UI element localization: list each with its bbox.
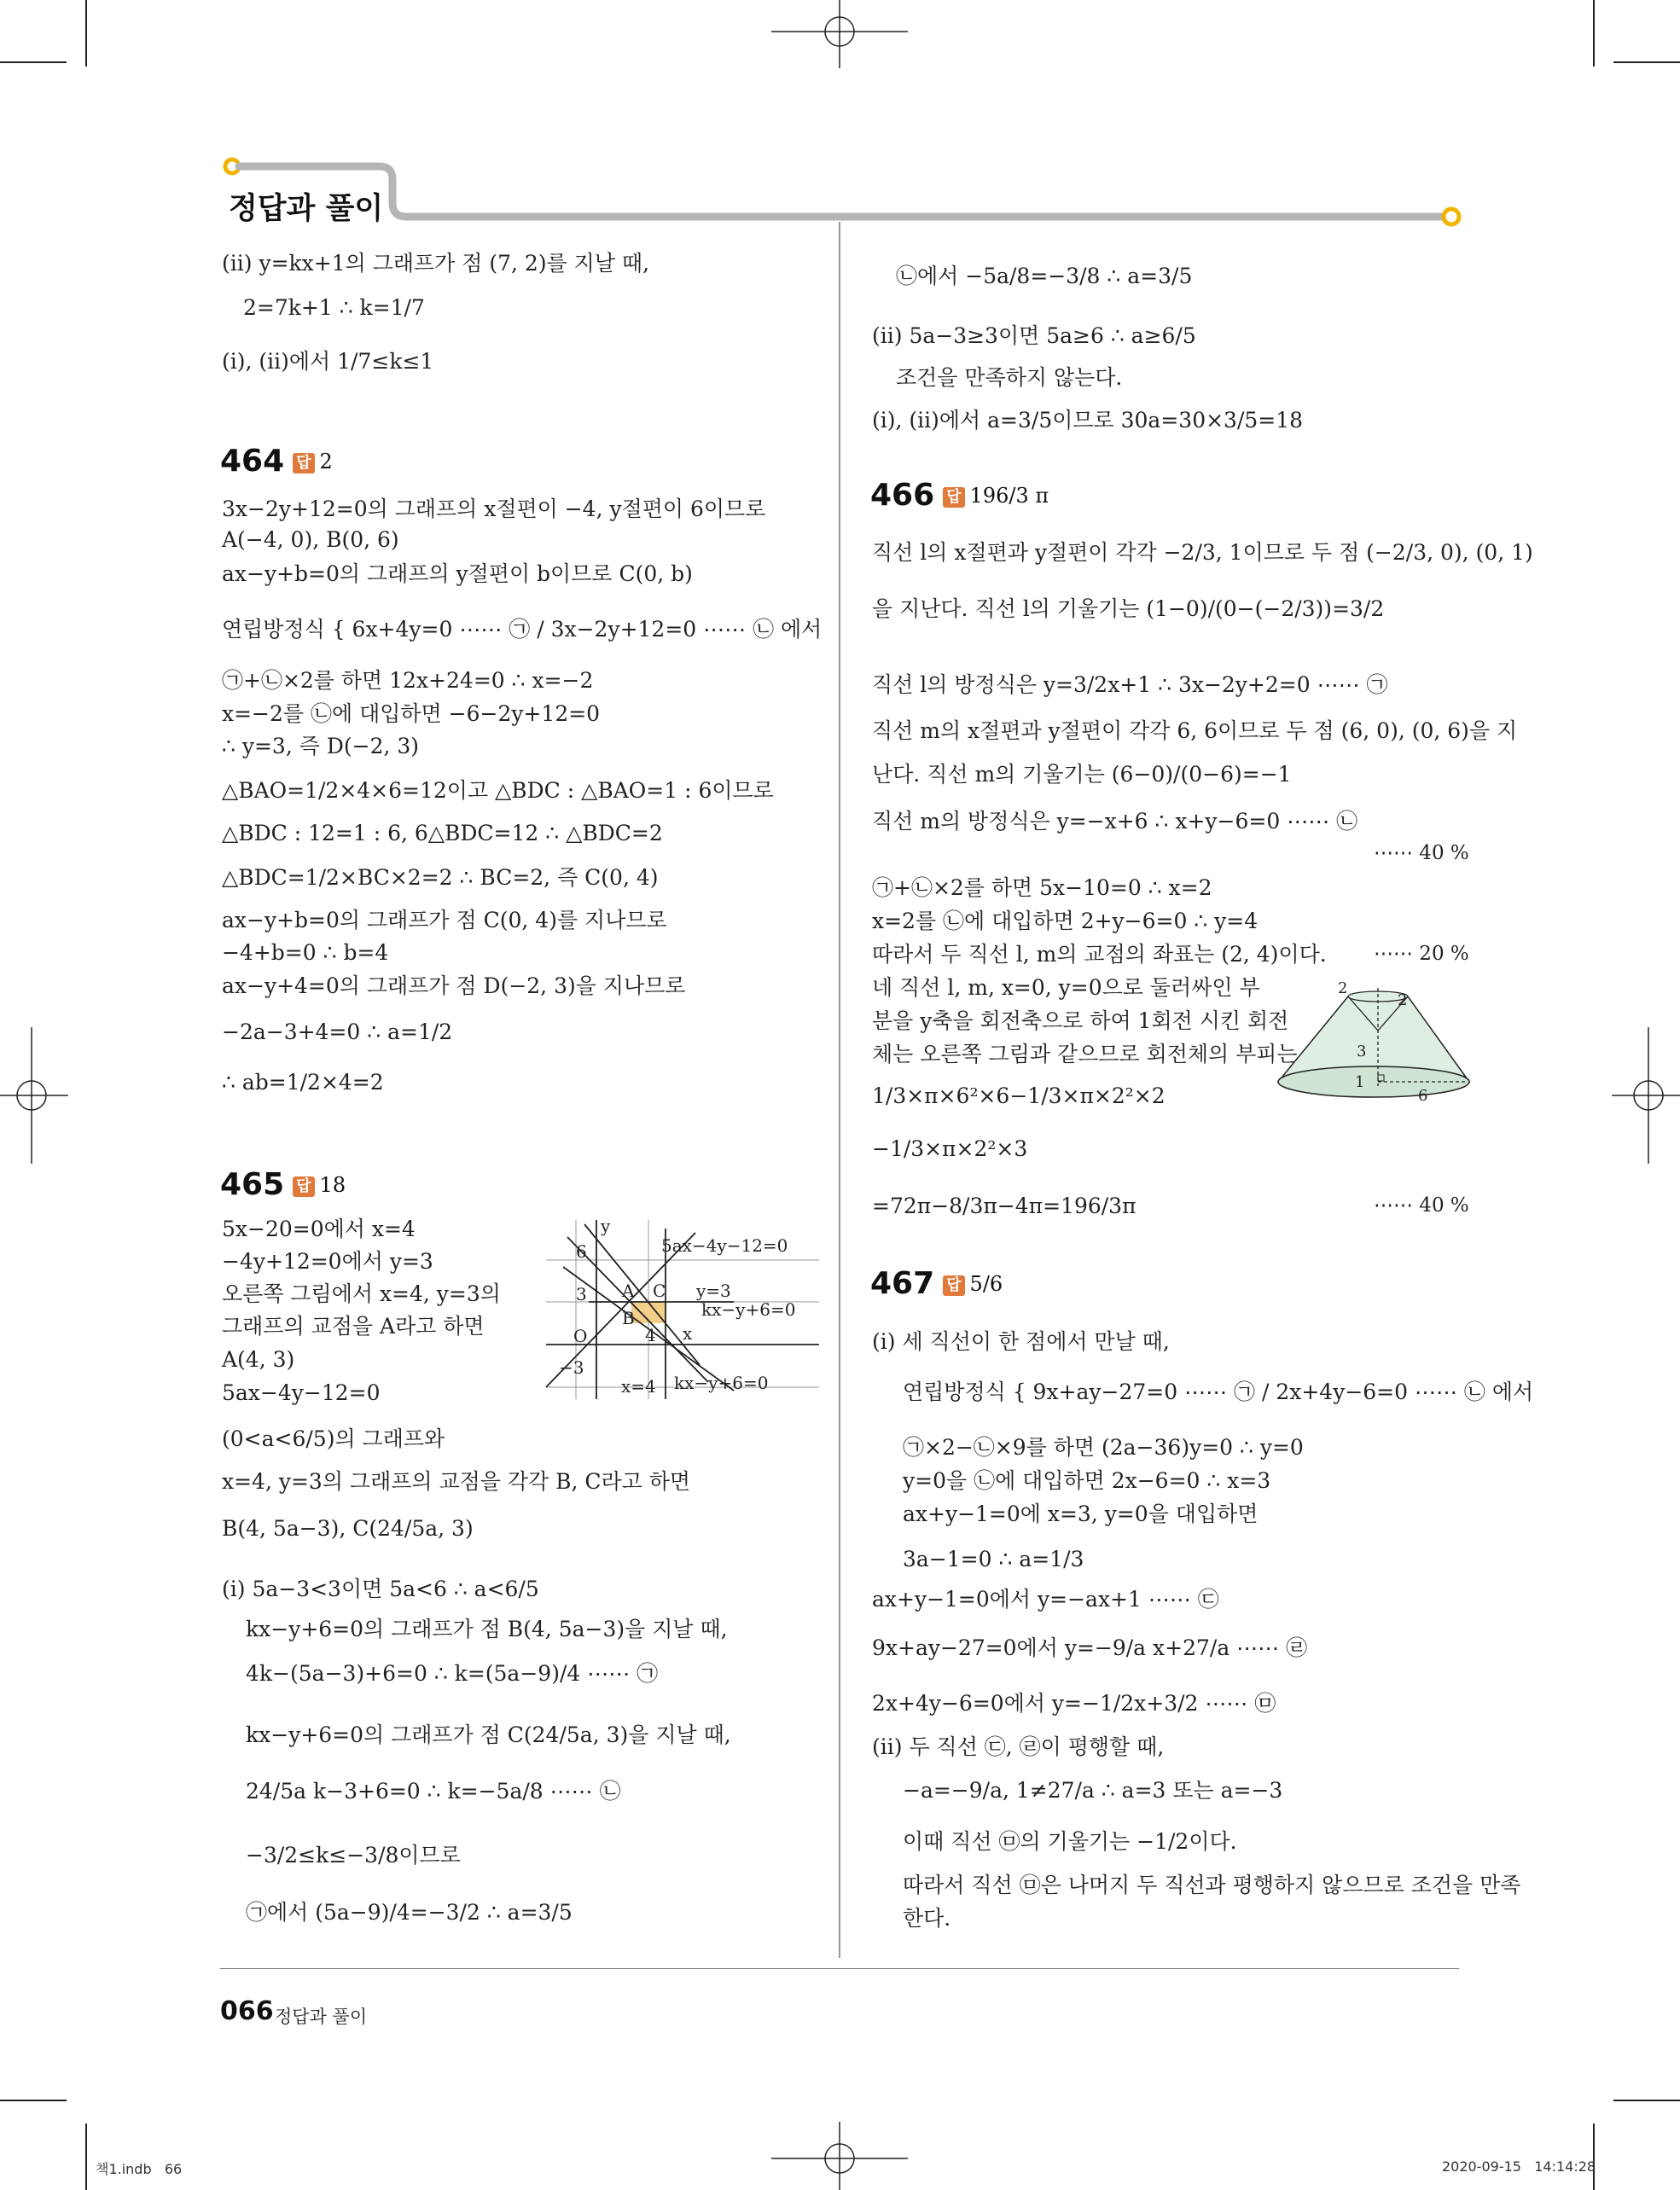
text-line: ax−y+b=0의 그래프가 점 C(0, 4)를 지나므로: [222, 908, 667, 932]
text-line: =72π−8/3π−4π=196/3π: [872, 1194, 1136, 1218]
text-line: 2=7k+1 ∴ k=1/7: [243, 295, 425, 320]
text-line: 연립방정식 { 6x+4y=0 ⋯⋯ ㉠ / 3x−2y+12=0 ⋯⋯ ㉡ 에서: [222, 617, 823, 642]
text-line: (ii) y=kx+1의 그래프가 점 (7, 2)를 지날 때,: [222, 251, 650, 276]
score-percent: ⋯⋯ 40 %: [1374, 1194, 1469, 1217]
text-line: (ii) 두 직선 ㉢, ㉣이 평행할 때,: [872, 1734, 1165, 1759]
graph-label: y: [601, 1216, 611, 1236]
problem-464-heading: [220, 444, 333, 479]
text-line: 난다. 직선 m의 기울기는 (6−0)/(0−6)=−1: [872, 762, 1292, 787]
cone-label: 1: [1355, 1073, 1365, 1091]
graph-label: y=3: [696, 1281, 731, 1301]
graph-label: −3: [559, 1357, 584, 1378]
answer-badge: 답: [943, 1275, 964, 1296]
graph-label: B: [622, 1308, 635, 1328]
text-line: x=−2를 ㉡에 대입하면 −6−2y+12=0: [222, 701, 601, 726]
cone-label: 2: [1398, 991, 1408, 1009]
answer-value: 2: [319, 450, 333, 473]
text-line: 그래프의 교점을 A라고 하면: [222, 1314, 485, 1339]
answer-badge: 답: [943, 487, 964, 508]
text-line: (0<a<6/5)의 그래프와: [222, 1426, 445, 1451]
text-line: ax+y−1=0에서 y=−ax+1 ⋯⋯ ㉢: [872, 1587, 1219, 1612]
text-line: 3x−2y+12=0의 그래프의 x절편이 −4, y절편이 6이므로: [222, 497, 766, 521]
text-line: 직선 m의 x절편과 y절편이 각각 6, 6이므로 두 점 (6, 0), (0, 6)을 지: [872, 718, 1518, 743]
problem-number: 467: [870, 1266, 935, 1301]
text-line: 24/5a k−3+6=0 ∴ k=−5a/8 ⋯⋯ ㉡: [246, 1779, 621, 1804]
text-line: B(4, 5a−3), C(24/5a, 3): [222, 1516, 474, 1541]
text-line: ∴ y=3, 즉 D(−2, 3): [222, 734, 420, 758]
score-percent: ⋯⋯ 40 %: [1374, 842, 1469, 864]
text-line: △BDC : 12=1 : 6, 6△BDC=12 ∴ △BDC=2: [222, 821, 663, 845]
crop-mark: [1593, 0, 1595, 67]
answer-value: 18: [319, 1173, 346, 1197]
text-line: 1/3×π×6²×6−1/3×π×2²×2: [872, 1083, 1166, 1108]
text-line: 직선 l의 방정식은 y=3/2x+1 ∴ 3x−2y+2=0 ⋯⋯ ㉠: [872, 672, 1388, 697]
text-line: 따라서 두 직선 l, m의 교점의 좌표는 (2, 4)이다.: [872, 942, 1327, 967]
text-line: kx−y+6=0의 그래프가 점 B(4, 5a−3)을 지날 때,: [246, 1617, 728, 1641]
problem-467-heading: [870, 1266, 1003, 1301]
text-line: 9x+ay−27=0에서 y=−9/a x+27/a ⋯⋯ ㉣: [872, 1635, 1308, 1660]
text-line: ㉡에서 −5a/8=−3/8 ∴ a=3/5: [896, 264, 1193, 288]
registration-mark-right: [1612, 1027, 1680, 1164]
text-line: △BAO=1/2×4×6=12이고 △BDC : △BAO=1 : 6이므로: [222, 778, 774, 803]
text-line: ㉠+㉡×2를 하면 5x−10=0 ∴ x=2: [872, 875, 1212, 900]
crop-mark: [0, 61, 67, 63]
graph-label: 6: [576, 1241, 587, 1262]
crop-mark: [1613, 61, 1680, 63]
graph-label: 3: [576, 1284, 587, 1304]
registration-mark-left: [0, 1027, 68, 1164]
crop-mark: [0, 2100, 67, 2101]
problem-number: 464: [220, 444, 285, 479]
header-rule: [218, 152, 1472, 229]
text-line: 직선 l의 x절편과 y절편이 각각 −2/3, 1이므로 두 점 (−2/3, 0), (0, 1): [872, 540, 1533, 565]
slug-datetime: 2020-09-15 14:14:28: [1442, 2158, 1596, 2175]
graph-label: C: [653, 1281, 666, 1301]
graph-label: x: [683, 1323, 693, 1344]
slug-file: 책1.indb 66: [96, 2161, 183, 2177]
problem-466-heading: [870, 478, 1049, 513]
text-line: 2x+4y−6=0에서 y=−1/2x+3/2 ⋯⋯ ㉤: [872, 1691, 1276, 1716]
answer-value: 196/3 π: [969, 484, 1049, 508]
text-line: 조건을 만족하지 않는다.: [896, 365, 1123, 390]
problem-465-graph: [538, 1211, 832, 1408]
text-line: (i) 세 직선이 한 점에서 만날 때,: [872, 1329, 1170, 1354]
text-line: A(4, 3): [222, 1347, 295, 1372]
text-line: −4+b=0 ∴ b=4: [222, 940, 389, 965]
cone-label: 6: [1418, 1087, 1428, 1105]
cone-label: 2: [1338, 979, 1348, 997]
text-line: 연립방정식 { 9x+ay−27=0 ⋯⋯ ㉠ / 2x+4y−6=0 ⋯⋯ ㉡ 에서: [903, 1380, 1534, 1404]
text-line: ㉠에서 (5a−9)/4=−3/2 ∴ a=3/5: [246, 1900, 573, 1925]
answer-badge: 답: [293, 453, 314, 473]
text-line: ax+y−1=0에 x=3, y=0을 대입하면: [903, 1502, 1259, 1526]
answer-value: 5/6: [969, 1272, 1003, 1296]
text-line: ax−y+4=0의 그래프가 점 D(−2, 3)을 지나므로: [222, 973, 686, 998]
problem-number: 466: [870, 478, 935, 513]
text-line: 한다.: [903, 1906, 951, 1931]
text-line: −4y+12=0에서 y=3: [222, 1249, 433, 1274]
graph-label: 4: [645, 1325, 656, 1345]
text-line: −a=−9/a, 1≠27/a ∴ a=3 또는 a=−3: [903, 1778, 1283, 1803]
text-line: A(−4, 0), B(0, 6): [222, 527, 399, 552]
registration-mark-top: [771, 0, 908, 68]
text-line: △BDC=1/2×BC×2=2 ∴ BC=2, 즉 C(0, 4): [222, 865, 659, 890]
problem-465-heading: [220, 1167, 346, 1202]
graph-label: kx−y+6=0: [701, 1299, 796, 1320]
text-line: 3a−1=0 ∴ a=1/3: [903, 1547, 1084, 1571]
text-line: y=0을 ㉡에 대입하면 2x−6=0 ∴ x=3: [903, 1468, 1271, 1493]
text-line: 을 지난다. 직선 l의 기울기는 (1−0)/(0−(−2/3))=3/2: [872, 596, 1385, 621]
problem-number: 465: [220, 1167, 285, 1202]
text-line: 5x−20=0에서 x=4: [222, 1217, 416, 1241]
text-line: ∴ ab=1/2×4=2: [222, 1070, 384, 1095]
graph-label: kx−y+6=0: [674, 1373, 769, 1393]
crop-mark: [85, 2123, 87, 2190]
text-line: 5ax−4y−12=0: [222, 1380, 381, 1405]
text-line: (i), (ii)에서 a=3/5이므로 30a=30×3/5=18: [872, 408, 1304, 433]
page-title: 정답과 풀이: [229, 192, 384, 226]
footer-rule: [220, 1968, 1459, 1969]
text-line: (i) 5a−3<3이면 5a<6 ∴ a<6/5: [222, 1577, 539, 1601]
answer-badge: 답: [293, 1176, 314, 1197]
footer-page-number: 066: [220, 1996, 274, 2026]
graph-label: O: [573, 1326, 588, 1346]
crop-mark: [1593, 2123, 1595, 2190]
text-line: 이때 직선 ㉤의 기울기는 −1/2이다.: [903, 1829, 1237, 1854]
text-line: (ii) 5a−3≥3이면 5a≥6 ∴ a≥6/5: [872, 323, 1196, 348]
text-line: 직선 m의 방정식은 y=−x+6 ∴ x+y−6=0 ⋯⋯ ㉡: [872, 809, 1358, 834]
score-percent: ⋯⋯ 20 %: [1374, 943, 1469, 965]
graph-label: A: [622, 1281, 635, 1301]
text-line: −2a−3+4=0 ∴ a=1/2: [222, 1019, 453, 1044]
column-divider: [839, 222, 840, 1958]
text-line: 체는 오른쪽 그림과 같으므로 회전체의 부피는: [872, 1042, 1298, 1066]
text-line: ㉠×2−㉡×9를 하면 (2a−36)y=0 ∴ y=0: [903, 1435, 1304, 1460]
text-line: ㉠+㉡×2를 하면 12x+24=0 ∴ x=−2: [222, 668, 594, 693]
crop-mark: [1613, 2100, 1680, 2101]
text-line: kx−y+6=0의 그래프가 점 C(24/5a, 3)을 지날 때,: [246, 1722, 731, 1747]
text-line: −1/3×π×2²×3: [872, 1136, 1028, 1161]
text-line: −3/2≤k≤−3/8이므로: [246, 1843, 461, 1868]
cone-figure: [1271, 979, 1476, 1107]
text-line: 4k−(5a−3)+6=0 ∴ k=(5a−9)/4 ⋯⋯ ㉠: [246, 1661, 659, 1686]
text-line: (i), (ii)에서 1/7≤k≤1: [222, 349, 434, 374]
text-line: 따라서 직선 ㉤은 나머지 두 직선과 평행하지 않으므로 조건을 만족: [903, 1873, 1521, 1897]
text-line: 분을 y축을 회전축으로 하여 1회전 시킨 회전: [872, 1008, 1289, 1033]
text-line: x=2를 ㉡에 대입하면 2+y−6=0 ∴ y=4: [872, 909, 1259, 933]
graph-label: 5ax−4y−12=0: [661, 1235, 788, 1256]
graph-label: x=4: [621, 1376, 656, 1397]
text-line: x=4, y=3의 그래프의 교점을 각각 B, C라고 하면: [222, 1469, 691, 1494]
text-line: 오른쪽 그림에서 x=4, y=3의: [222, 1281, 501, 1306]
text-line: 네 직선 l, m, x=0, y=0으로 둘러싸인 부: [872, 975, 1260, 1000]
crop-mark: [85, 0, 87, 67]
registration-mark-bottom: [771, 2122, 908, 2190]
text-line: ax−y+b=0의 그래프의 y절편이 b이므로 C(0, b): [222, 561, 693, 586]
footer-label: 정답과 풀이: [275, 2007, 368, 2027]
cone-label: 3: [1357, 1043, 1367, 1060]
